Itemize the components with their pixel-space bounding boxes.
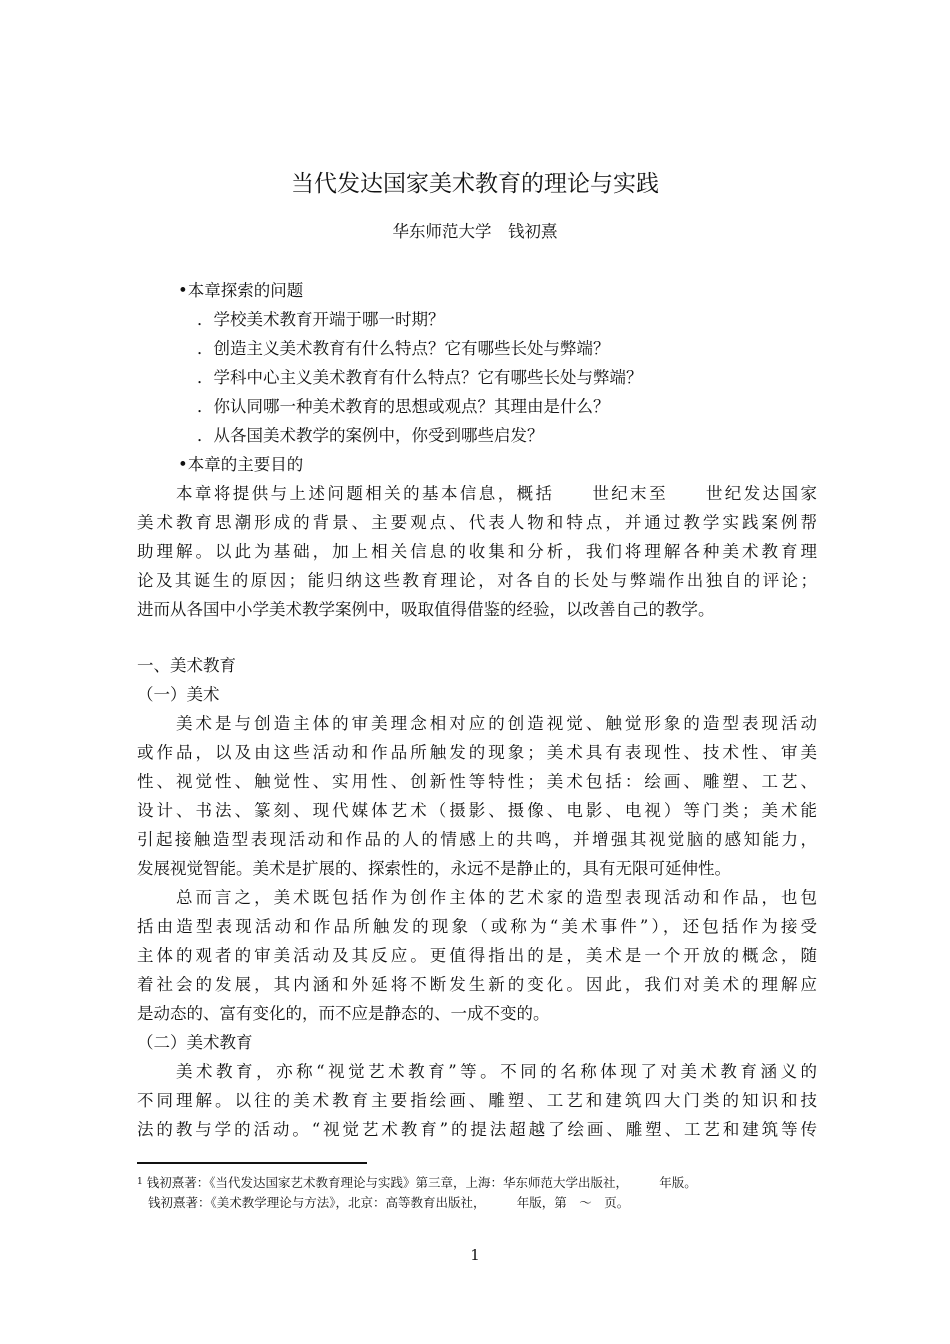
section-heading: 一、美术教育 <box>137 656 236 675</box>
footnote-text: 钱初熹著：《当代发达国家艺术教育理论与实践》第三章，上海：华东师范大学出版社， 年版。 <box>146 1175 697 1190</box>
footnote-2 <box>148 1193 629 1211</box>
subsection-heading: （一）美术 <box>137 685 220 704</box>
paragraph-line: 引起接触造型表现活动和作品的人的情感上的共鸣，并增强其视觉脑的感知能力， <box>137 830 817 849</box>
paragraph-line: 不同理解。以往的美术教育主要指绘画、雕塑、工艺和建筑四大门类的知识和技 <box>137 1091 817 1110</box>
questions-heading: •本章探索的问题 <box>178 281 304 300</box>
intro-line: 进而从各国中小学美术教学案例中，吸取值得借鉴的经验，以改善自己的教学。 <box>137 600 715 619</box>
footnote-separator <box>137 1162 367 1164</box>
paragraph-line: 主体的观者的审美活动及其反应。更值得指出的是，美术是一个开放的概念，随 <box>137 946 817 965</box>
question-item: ．学科中心主义美术教育有什么特点？它有哪些长处与弊端？ <box>197 368 643 387</box>
intro-line: 论及其诞生的原因；能归纳这些教育理论，对各自的长处与弊端作出独自的评论； <box>137 571 817 590</box>
footnote-1 <box>137 1173 697 1191</box>
subsection-heading: （二）美术教育 <box>137 1033 253 1052</box>
paragraph-line: 法的教与学的活动。“视觉艺术教育”的提法超越了绘画、雕塑、工艺和建筑等传 <box>137 1120 817 1139</box>
question-item: ．你认同哪一种美术教育的思想或观点？其理由是什么？ <box>197 397 610 416</box>
paragraph-line: 美术教育，亦称“视觉艺术教育”等。不同的名称体现了对美术教育涵义的 <box>176 1062 817 1081</box>
intro-line: 本章将提供与上述问题相关的基本信息，概括 世纪末至 世纪发达国家 <box>176 484 817 503</box>
document-title: 当代发达国家美术教育的理论与实践 <box>291 171 659 197</box>
author-line: 华东师范大学 钱初熹 <box>392 222 558 241</box>
paragraph-line: 美术是与创造主体的审美理念相对应的创造视觉、触觉形象的造型表现活动 <box>176 714 817 733</box>
goals-heading: •本章的主要目的 <box>178 455 304 474</box>
intro-line: 美术教育思潮形成的背景、主要观点、代表人物和特点，并通过教学实践案例帮 <box>137 513 817 532</box>
paragraph-line: 设计、书法、篆刻、现代媒体艺术（摄影、摄像、电影、电视）等门类；美术能 <box>137 801 817 820</box>
question-item: ．创造主义美术教育有什么特点？它有哪些长处与弊端？ <box>197 339 610 358</box>
paragraph-line: 或作品，以及由这些活动和作品所触发的现象；美术具有表现性、技术性、审美 <box>137 743 817 762</box>
question-item: ．从各国美术教学的案例中，你受到哪些启发？ <box>197 426 544 445</box>
paragraph-line: 性、视觉性、触觉性、实用性、创新性等特性；美术包括：绘画、雕塑、工艺、 <box>137 772 817 791</box>
paragraph-line: 是动态的、富有变化的，而不应是静态的、一成不变的。 <box>137 1004 550 1023</box>
footnote-text: 钱初熹著：《美术教学理论与方法》，北京：高等教育出版社， 年版，第 ～ 页。 <box>148 1195 630 1210</box>
footnote-mark: 1 <box>137 1177 143 1187</box>
question-item: ．学校美术教育开端于哪一时期？ <box>197 310 445 329</box>
paragraph-line: 括由造型表现活动和作品所触发的现象（或称为“美术事件”），还包括作为接受 <box>137 917 817 936</box>
paragraph-line: 发展视觉智能。美术是扩展的、探索性的，永远不是静止的，具有无限可延伸性。 <box>137 859 731 878</box>
paragraph-line: 总而言之，美术既包括作为创作主体的艺术家的造型表现活动和作品，也包 <box>176 888 817 907</box>
page-number: 1 <box>470 1246 480 1264</box>
intro-line: 助理解。以此为基础，加上相关信息的收集和分析，我们将理解各种美术教育理 <box>137 542 817 561</box>
paragraph-line: 着社会的发展，其内涵和外延将不断发生新的变化。因此，我们对美术的理解应 <box>137 975 817 994</box>
